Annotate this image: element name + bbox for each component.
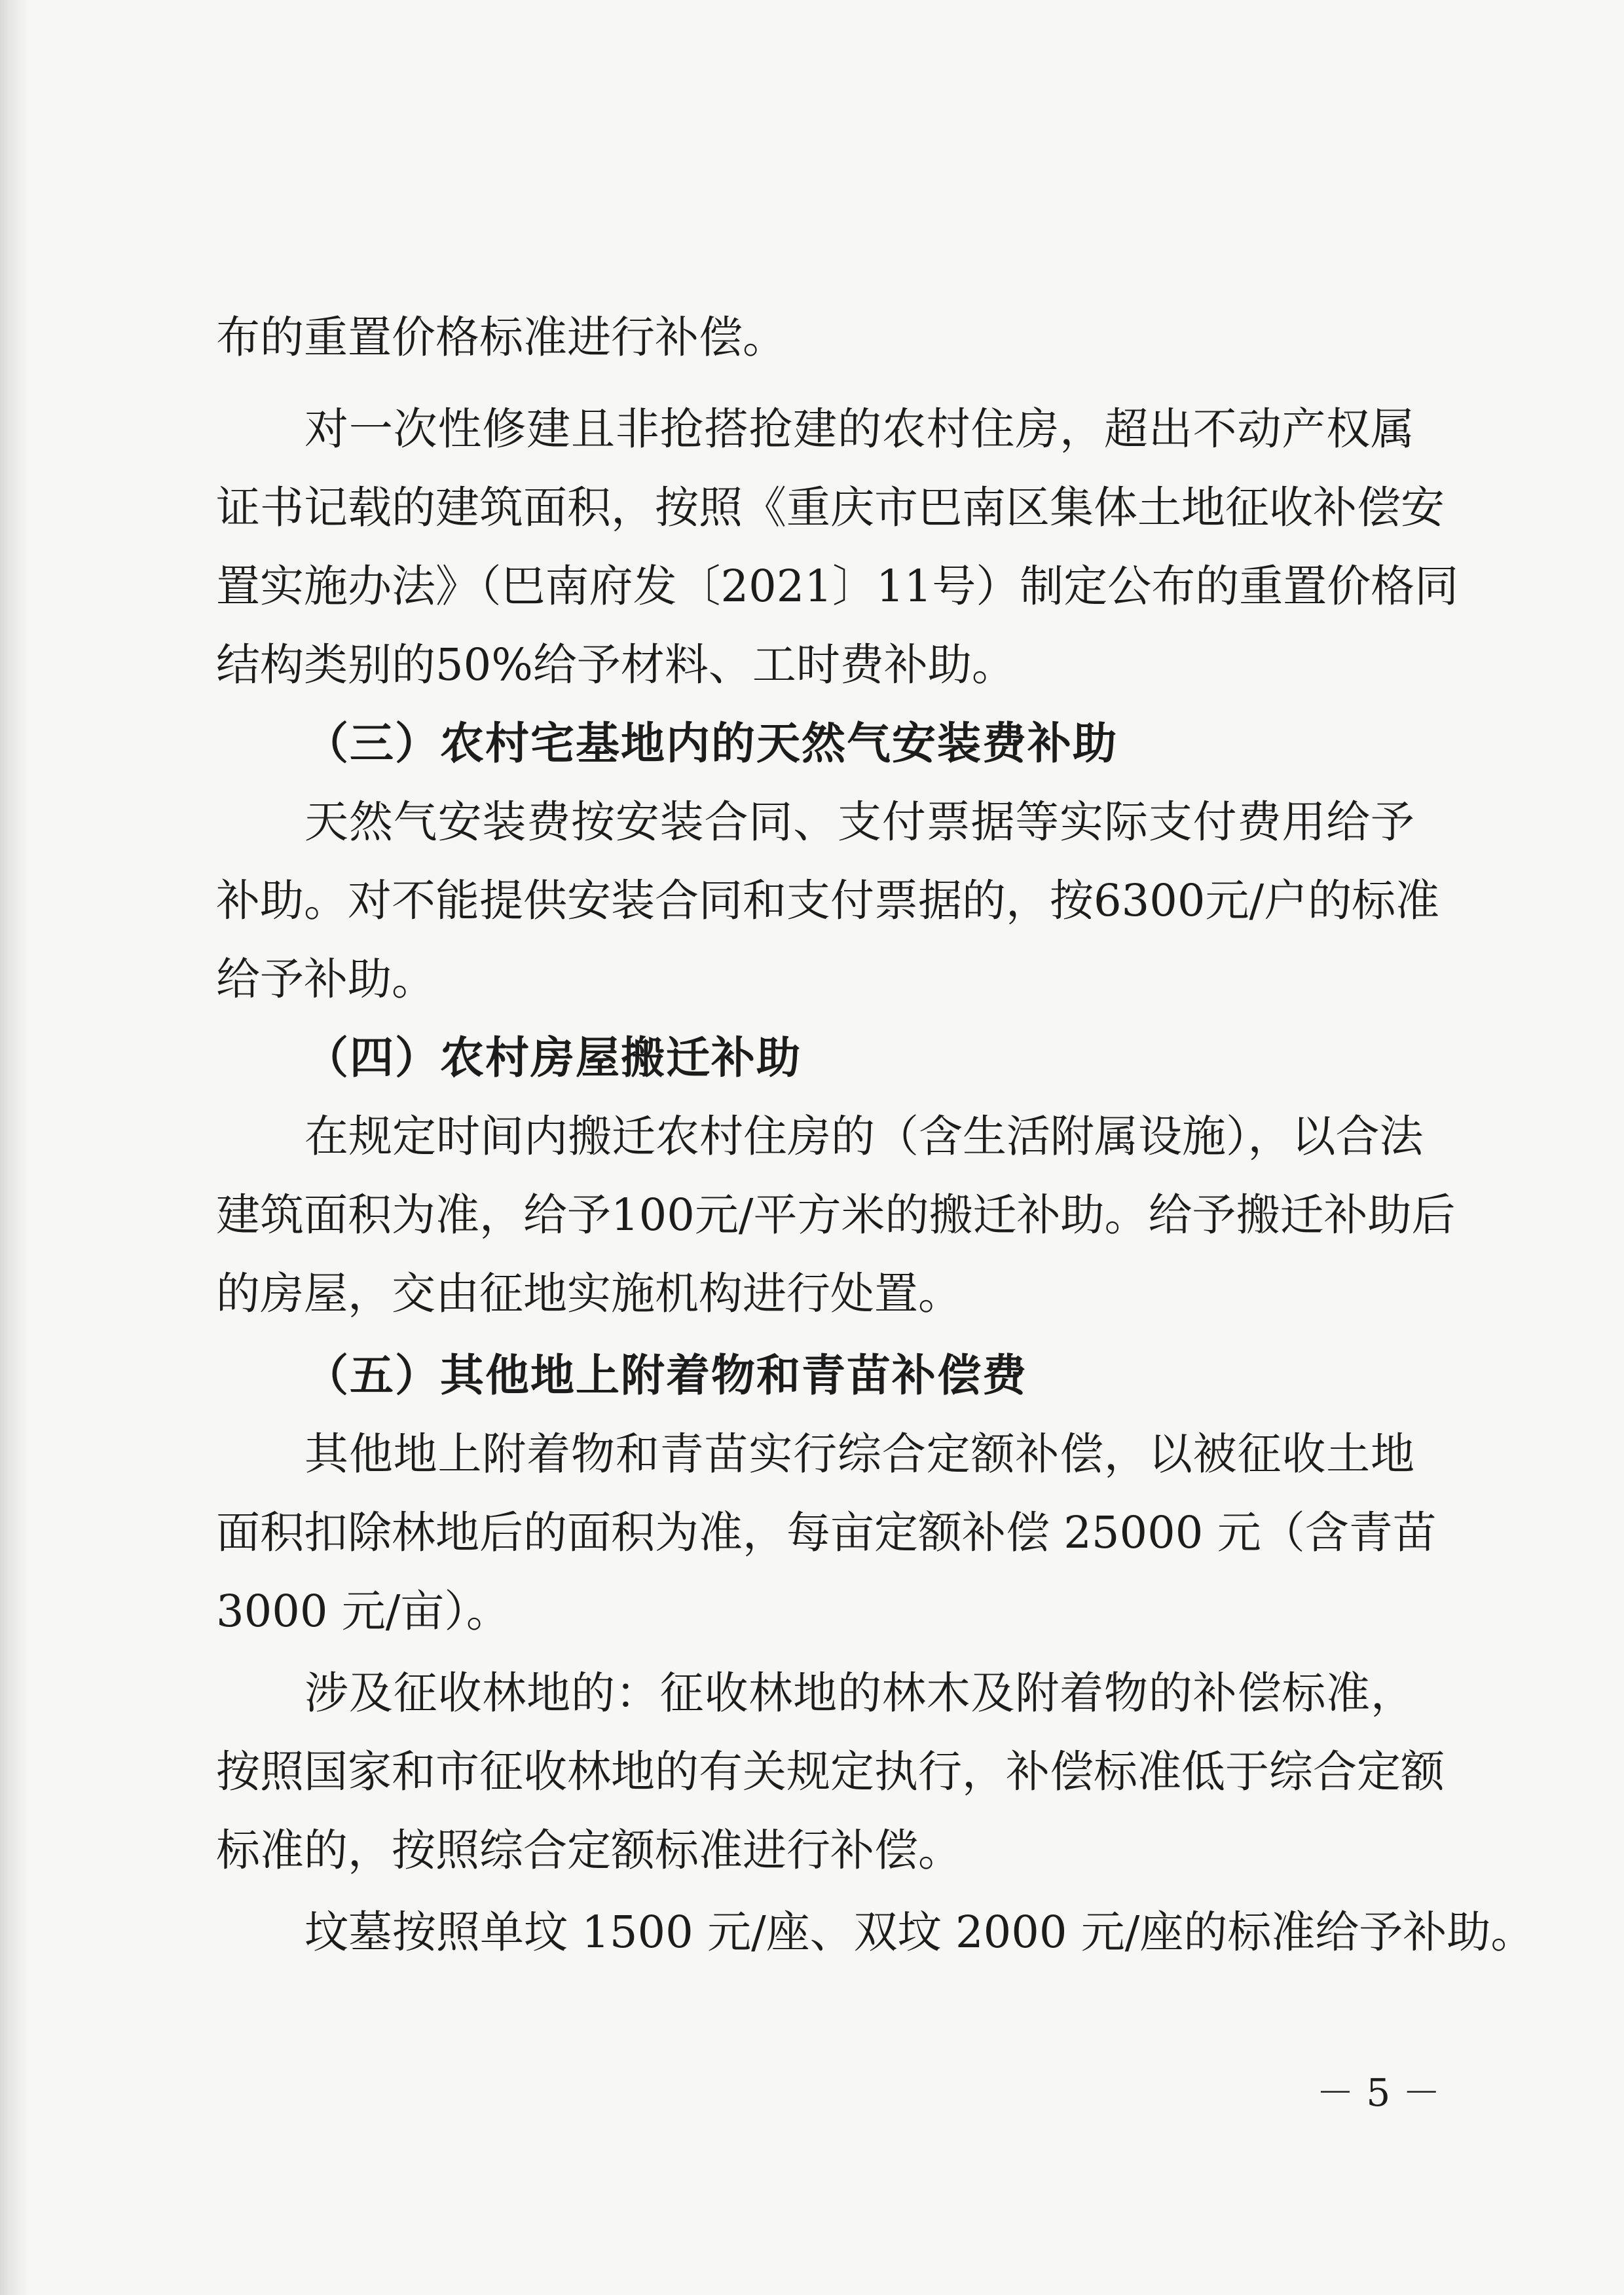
body-line: 给予补助。 [216,954,435,1005]
paragraph-first-line: 涉及征收林地的：征收林地的林木及附着物的补偿标准， [304,1668,1414,1719]
body-line: 布的重置价格标准进行补偿。 [216,312,786,363]
section-heading-5: （五）其他地上附着物和青苗补偿费 [304,1350,1027,1401]
section-heading-4: （四）农村房屋搬迁补助 [304,1032,802,1083]
page-number: － 5 － [1316,2070,1441,2115]
body-line: 结构类别的50%给予材料、工时费补助。 [216,639,1016,690]
paragraph-first-line: 在规定时间内搬迁农村住房的（含生活附属设施），以合法 [304,1111,1424,1162]
body-line: 补助。对不能提供安装合同和支付票据的，按6300元/户的标准 [216,875,1440,926]
body-line: 证书记载的建筑面积，按照《重庆市巴南区集体土地征收补偿安 [216,482,1445,533]
section-heading-3: （三）农村宅基地内的天然气安装费补助 [304,718,1118,769]
body-line: 按照国家和市征收林地的有关规定执行，补偿标准低于综合定额 [216,1746,1445,1797]
body-line: 3000 元/亩）。 [216,1586,510,1637]
paragraph-first-line: 其他地上附着物和青苗实行综合定额补偿，以被征收土地 [304,1428,1414,1480]
body-line: 置实施办法》（巴南府发〔2021〕11号）制定公布的重置价格同 [216,561,1459,612]
body-line: 的房屋，交由征地实施机构进行处置。 [216,1268,962,1319]
paragraph-first-line: 对一次性修建且非抢搭抢建的农村住房，超出不动产权属 [304,403,1414,455]
body-line: 标准的，按照综合定额标准进行补偿。 [216,1825,962,1876]
paragraph-first-line: 坟墓按照单坟 1500 元/座、双坟 2000 元/座的标准给予补助。 [304,1907,1535,1958]
paragraph-first-line: 天然气安装费按安装合同、支付票据等实际支付费用给予 [304,796,1414,848]
body-line: 建筑面积为准，给予100元/平方米的搬迁补助。给予搬迁补助后 [216,1189,1456,1241]
body-line: 面积扣除林地后的面积为准，每亩定额补偿 25000 元（含青苗 [216,1507,1437,1558]
